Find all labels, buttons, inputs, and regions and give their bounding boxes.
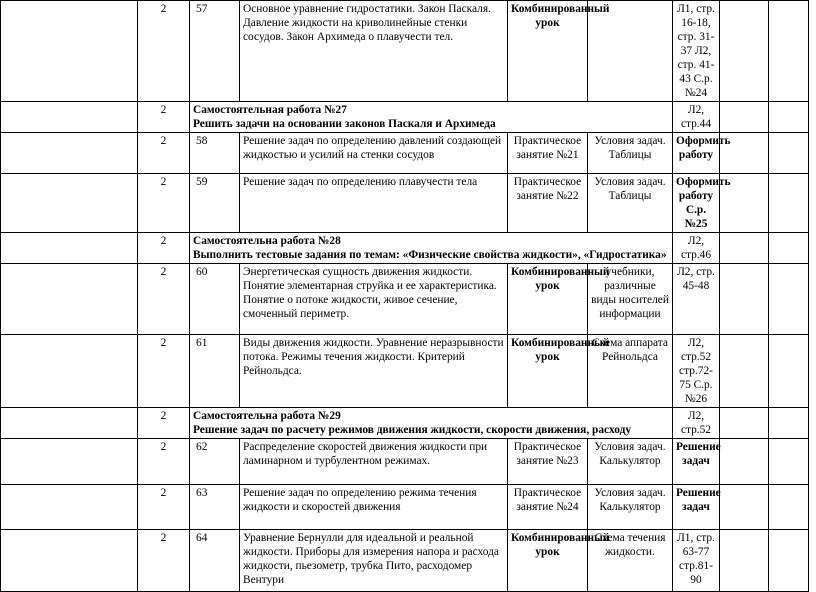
aids-cell — [588, 1, 673, 102]
topic-cell: Решение задач по определению плавучести тела — [240, 174, 508, 233]
table-row — [1, 530, 809, 592]
hours-cell: 2 — [138, 102, 190, 133]
literature-cell: Л2, стр.44 — [673, 102, 720, 133]
table-row — [1, 133, 809, 174]
blank-cell — [769, 485, 809, 530]
lesson-type-cell: Комбинированный урок — [508, 530, 588, 592]
blank-cell — [769, 1, 809, 102]
self-study-task: Решение задач по расчету режимов движения жидкости, скорости движения, расходу — [193, 424, 632, 436]
blank-cell — [720, 530, 769, 592]
topic-cell: Уравнение Бернулли для идеальной и реальной жидкости. Приборы для измерения напора и расхода жидкости, пьезометр, трубка Пито, расходомер Вентури — [240, 530, 508, 592]
table-row — [1, 335, 809, 408]
blank-cell — [720, 335, 769, 408]
lesson-type-cell: Комбинированный урок — [508, 264, 588, 335]
lesson-number-cell: 58 — [190, 133, 240, 174]
blank-cell — [1, 530, 138, 592]
blank-cell — [769, 530, 809, 592]
lesson-number-cell: 62 — [190, 439, 240, 485]
lesson-type-cell: Комбинированный урок — [508, 1, 588, 102]
literature-cell: Л2, стр.46 — [673, 233, 720, 264]
topic-cell: Решение задач по определению режима течения жидкости и скоростей движения — [240, 485, 508, 530]
blank-cell — [720, 439, 769, 485]
lesson-type-cell: Комбинированный урок — [508, 335, 588, 408]
hours-cell: 2 — [138, 530, 190, 592]
blank-cell — [1, 335, 138, 408]
table-row — [1, 1, 809, 102]
blank-cell — [1, 1, 138, 102]
hours-cell: 2 — [138, 439, 190, 485]
literature-cell: Л2, стр. 45-48 — [673, 264, 720, 335]
aids-cell: Схема течения жидкости. — [588, 530, 673, 592]
self-study-task: Решить задачи на основании законов Паскаля и Архимеда — [193, 118, 496, 130]
literature-cell: Решение задач — [673, 439, 720, 485]
literature-cell: Оформить работу — [673, 133, 720, 174]
literature-cell: Л2, стр.52 — [673, 408, 720, 439]
blank-cell — [769, 264, 809, 335]
lesson-type-cell: Практическое занятие №24 — [508, 485, 588, 530]
blank-cell — [1, 439, 138, 485]
lesson-type-cell: Практическое занятие №22 — [508, 174, 588, 233]
table-row — [1, 102, 809, 133]
literature-cell: Л1, стр. 63-77 стр.81-90 — [673, 530, 720, 592]
self-study-task: Выполнить тестовые задания по темам: «Физические свойства жидкости», «Гидростатика» — [193, 249, 667, 261]
table-row — [1, 174, 809, 233]
table-row — [1, 408, 809, 439]
blank-cell — [720, 408, 769, 439]
table-row — [1, 439, 809, 485]
blank-cell — [720, 1, 769, 102]
blank-cell — [769, 335, 809, 408]
hours-cell: 2 — [138, 335, 190, 408]
blank-cell — [1, 233, 138, 264]
aids-cell: Условия задач. Таблицы — [588, 174, 673, 233]
lesson-type-cell: Практическое занятие №23 — [508, 439, 588, 485]
blank-cell — [720, 264, 769, 335]
lesson-type-cell: Практическое занятие №21 — [508, 133, 588, 174]
hours-cell: 2 — [138, 133, 190, 174]
topic-cell: Виды движения жидкости. Уравнение неразрывности потока. Режимы течения жидкости. Критерий Рейнольдса. — [240, 335, 508, 408]
topic-cell: Основное уравнение гидростатики. Закон Паскаля. Давление жидкости на криволинейные стенки сосудов. Закон Архимеда о плавучести тел. — [240, 1, 508, 102]
blank-cell — [720, 233, 769, 264]
lesson-number-cell: 64 — [190, 530, 240, 592]
table-row — [1, 233, 809, 264]
hours-cell: 2 — [138, 1, 190, 102]
hours-cell: 2 — [138, 174, 190, 233]
literature-cell: Л1, стр. 16-18, стр. 31-37 Л2, стр. 41-43 С.р.№24 — [673, 1, 720, 102]
blank-cell — [769, 408, 809, 439]
literature-cell: Оформить работу С.р.№25 — [673, 174, 720, 233]
blank-cell — [720, 102, 769, 133]
blank-cell — [1, 174, 138, 233]
topic-cell: Распределение скоростей движения жидкости при ламинарном и турбулентном режимах. — [240, 439, 508, 485]
blank-cell — [720, 485, 769, 530]
lesson-number-cell: 61 — [190, 335, 240, 408]
hours-cell: 2 — [138, 485, 190, 530]
blank-cell — [769, 439, 809, 485]
lesson-number-cell: 63 — [190, 485, 240, 530]
self-study-title: Самостоятельна работа №29 — [193, 410, 341, 422]
aids-cell: Схема аппарата Рейнольдса — [588, 335, 673, 408]
topic-cell: Энергетическая сущность движения жидкости. Понятие элементарная струйка и ее характеристика. Понятие о потоке жидкости, живое сечение, смоченный периметр. — [240, 264, 508, 335]
aids-cell: Условия задач. Таблицы — [588, 133, 673, 174]
table-row — [1, 264, 809, 335]
topic-cell: Решение задач по определению давлений создающей жидкостью и усилий на стенки сосудов — [240, 133, 508, 174]
aids-cell: Условия задач. Калькулятор — [588, 485, 673, 530]
self-study-cell — [190, 408, 673, 439]
blank-cell — [769, 102, 809, 133]
self-study-cell — [190, 102, 673, 133]
blank-cell — [769, 174, 809, 233]
self-study-title: Самостоятельная работа №27 — [193, 104, 347, 116]
lesson-number-cell: 57 — [190, 1, 240, 102]
self-study-title: Самостоятельна работа №28 — [193, 235, 341, 247]
hours-cell: 2 — [138, 408, 190, 439]
blank-cell — [769, 133, 809, 174]
lesson-number-cell: 60 — [190, 264, 240, 335]
aids-cell: Условия задач. Калькулятор — [588, 439, 673, 485]
hours-cell: 2 — [138, 233, 190, 264]
aids-cell: учебники, различные виды носителей информации — [588, 264, 673, 335]
blank-cell — [1, 133, 138, 174]
literature-cell: Л2, стр.52 стр.72-75 С.р.№26 — [673, 335, 720, 408]
lesson-number-cell: 59 — [190, 174, 240, 233]
blank-cell — [1, 408, 138, 439]
blank-cell — [1, 485, 138, 530]
blank-cell — [769, 233, 809, 264]
table-row — [1, 485, 809, 530]
hours-cell: 2 — [138, 264, 190, 335]
blank-cell — [1, 102, 138, 133]
blank-cell — [1, 264, 138, 335]
self-study-cell — [190, 233, 673, 264]
literature-cell: Решение задач — [673, 485, 720, 530]
